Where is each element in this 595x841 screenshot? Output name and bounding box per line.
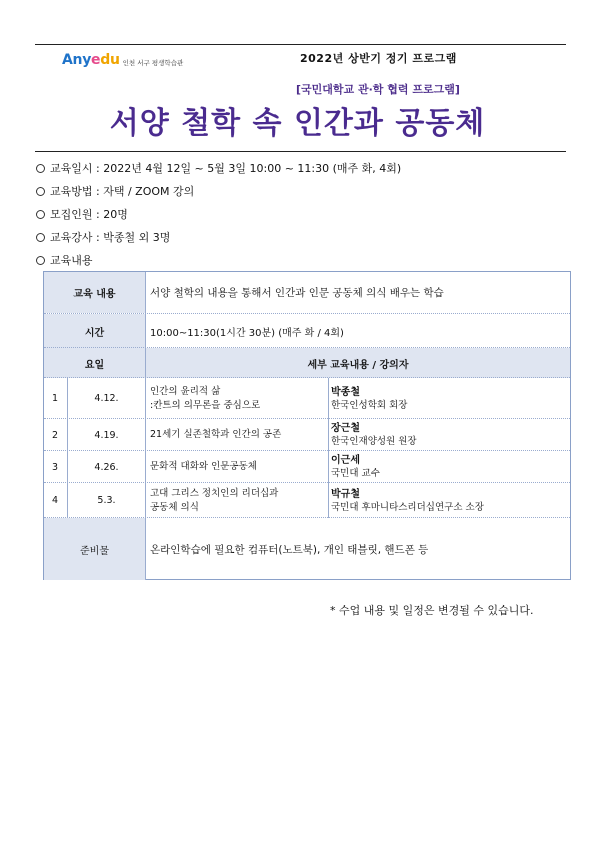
- table-row: [44, 377, 570, 419]
- header-rule-top: [35, 44, 566, 45]
- bullet-circle-icon: [36, 256, 45, 265]
- bullet-circle-icon: [36, 210, 45, 219]
- content-label: 교육 내용: [44, 272, 145, 313]
- course-info-list: [36, 157, 401, 272]
- session-speaker: 이근세 국민대 교수: [331, 455, 380, 479]
- session-speaker: 장근철 한국인재양성원 원장: [331, 423, 417, 447]
- logo-wordmark: Anyedu: [62, 52, 120, 68]
- content-value: 서양 철학의 내용을 통해서 인간과 인문 공동체 의식 배우는 학습: [150, 287, 444, 299]
- time-value: 10:00~11:30(1시간 30분) (매주 화 / 4회): [150, 327, 344, 339]
- session-topic: 고대 그리스 정치인의 리더십과 공동체 의식: [150, 487, 279, 513]
- table-row: [44, 482, 570, 518]
- table-row: [44, 450, 570, 483]
- session-number: 3: [52, 461, 59, 473]
- session-topic: 문화적 대화와 인문공동체: [150, 461, 257, 472]
- session-number: 1: [52, 393, 59, 404]
- session-topic: 인간의 윤리적 삶 :칸트의 의무론을 중심으로: [150, 385, 261, 411]
- bullet-circle-icon: [36, 233, 45, 242]
- session-topic: 21세기 실존철학과 인간의 공존: [150, 429, 282, 440]
- session-date: 4.26.: [94, 461, 119, 473]
- bullet-circle-icon: [36, 164, 45, 173]
- page-title: 서양 철학 속 인간과 공동체: [109, 106, 486, 141]
- time-label: 시간: [44, 314, 145, 348]
- bullet-circle-icon: [36, 187, 45, 196]
- session-speaker: 박규철 국민대 후마니타스리더십연구소 소장: [331, 488, 484, 513]
- table-row: [44, 418, 570, 451]
- info-item-instructor: 교육강사 : 박종철 외 3명: [36, 226, 401, 249]
- session-number: 4: [52, 495, 59, 506]
- table-row-header: [44, 347, 570, 378]
- table-row-time: [44, 313, 570, 348]
- anyedu-logo: [62, 47, 183, 73]
- day-label: 요일: [44, 348, 145, 378]
- info-item-schedule: 교육일시 : 2022년 4월 12일 ~ 5월 3일 10:00 ~ 11:30 (매주 화, 4회): [36, 157, 401, 180]
- session-date: 5.3.: [97, 495, 116, 506]
- session-date: 4.12.: [94, 393, 119, 404]
- prep-label: 준비물: [44, 518, 145, 580]
- header-rule-bottom: [35, 151, 566, 152]
- session-date: 4.19.: [94, 429, 119, 441]
- info-item-capacity: 모집인원 : 20명: [36, 203, 401, 226]
- schedule-change-note: * 수업 내용 및 일정은 변경될 수 있습니다.: [330, 604, 534, 617]
- session-speaker: 박종철 한국인성학회 회장: [331, 386, 408, 411]
- session-number: 2: [52, 429, 59, 441]
- program-label: 2022년 상반기 정기 프로그램: [300, 52, 457, 65]
- table-row-content: [44, 272, 570, 313]
- cooperation-label: [국민대학교 관·학 협력 프로그램]: [296, 83, 460, 96]
- info-item-method: 교육방법 : 자택 / ZOOM 강의: [36, 180, 401, 203]
- logo-subtitle: 인천 서구 평생학습관: [122, 58, 184, 67]
- table-row-prep: [44, 517, 570, 580]
- prep-value: 온라인학습에 필요한 컴퓨터(노트북), 개인 태블릿, 핸드폰 등: [150, 543, 429, 556]
- course-table: [43, 271, 571, 580]
- info-item-content: 교육내용: [36, 249, 401, 272]
- detail-label: 세부 교육내용 / 강의자: [146, 348, 570, 378]
